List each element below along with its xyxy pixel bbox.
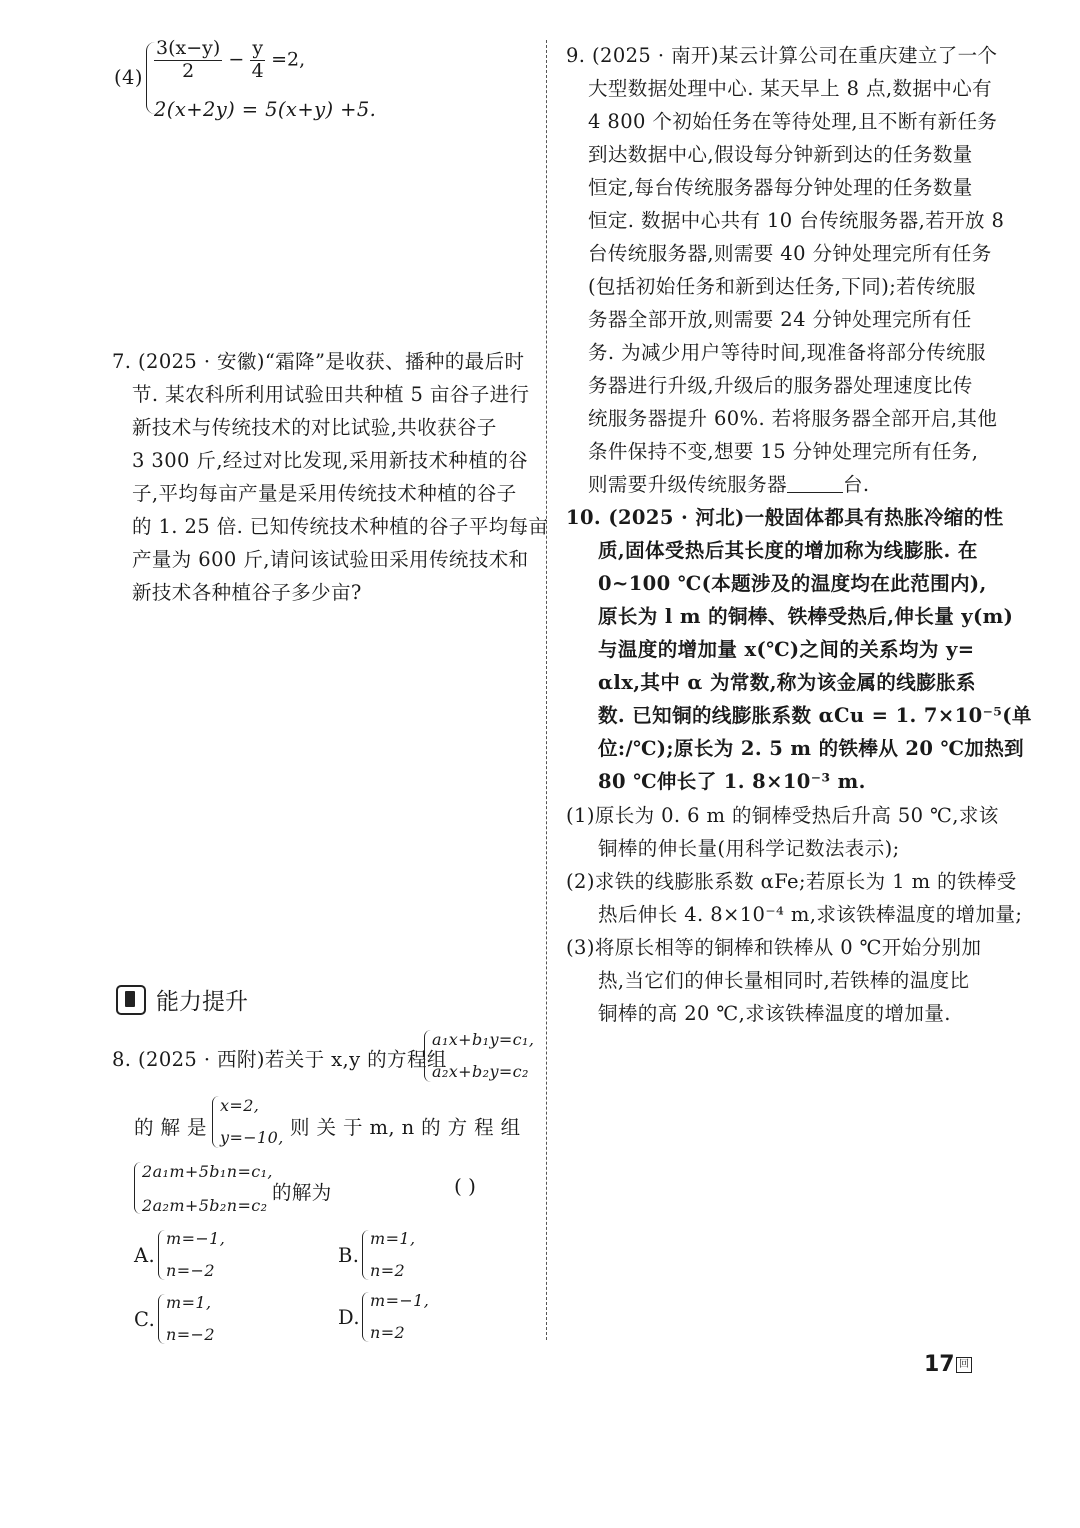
page-number: 17 bbox=[924, 1352, 955, 1377]
option-brace bbox=[158, 1294, 165, 1344]
q8-system1-eq2: a₂x+b₂y=c₂ bbox=[432, 1062, 529, 1081]
q6-equation-1: $\frac{3(x-y)}{2}$ − $\frac{y}{4}$ =2, bbox=[156, 37, 306, 82]
q8-brace-2 bbox=[212, 1096, 219, 1148]
q10-line: 原长为 l m 的铜棒、铁棒受热后,伸长量 y(m) bbox=[598, 605, 1014, 628]
q7-line: 7. (2025 · 安徽)“霜降”是收获、播种的最后时 bbox=[112, 350, 525, 373]
q10-part: 热,当它们的伸长量相同时,若铁棒的温度比 bbox=[598, 969, 970, 992]
q9-line: 台传统服务器,则需要 40 分钟处理完所有任务 bbox=[588, 242, 992, 265]
option-eq1: m=−1, bbox=[166, 1229, 226, 1248]
q8-solution-prefix: 的 解 是 bbox=[134, 1116, 207, 1139]
q10-part: 热后伸长 4. 8×10⁻⁴ m,求该铁棒温度的增加量; bbox=[598, 903, 1023, 926]
option-label: D. bbox=[338, 1306, 360, 1329]
option-brace bbox=[362, 1230, 369, 1280]
q10-line: 0~100 ℃(本题涉及的温度均在此范围内), bbox=[598, 572, 987, 595]
q8-system2-suffix: 的解为 bbox=[272, 1181, 332, 1204]
q7-line: 子,平均每亩产量是采用传统技术种植的谷子 bbox=[132, 482, 517, 505]
q9-line: 恒定,每台传统服务器每分钟处理的任务数量 bbox=[588, 176, 973, 199]
option-label: C. bbox=[134, 1308, 156, 1331]
q9-line: 9. (2025 · 南开)某云计算公司在重庆建立了一个 bbox=[566, 44, 998, 67]
q9-line: 务器进行升级,升级后的服务器处理速度比传 bbox=[588, 374, 973, 397]
q7-line: 产量为 600 斤,请问该试验田采用传统技术和 bbox=[132, 548, 529, 571]
q7-line: 新技术与传统技术的对比试验,共收获谷子 bbox=[132, 416, 497, 439]
q10-line: 位:/℃);原长为 2. 5 m 的铁棒从 20 ℃加热到 bbox=[598, 737, 1025, 760]
q9-line: 条件保持不变,想要 15 分钟处理完所有任务, bbox=[588, 440, 979, 463]
q8-solution-eq1: x=2, bbox=[220, 1096, 260, 1115]
q8-brace-3 bbox=[134, 1162, 141, 1214]
q10-line: 质,固体受热后其长度的增加称为线膨胀. 在 bbox=[598, 539, 978, 562]
q7-line: 3 300 斤,经过对比发现,采用新技术种植的谷 bbox=[132, 449, 529, 472]
q7-line: 的 1. 25 倍. 已知传统技术种植的谷子平均每亩 bbox=[132, 515, 549, 538]
q8-system2-eq2: 2a₂m+5b₂n=c₂ bbox=[142, 1196, 268, 1215]
q10-part: (3)将原长相等的铜棒和铁棒从 0 ℃开始分别加 bbox=[566, 936, 982, 959]
option-eq2: n=−2 bbox=[166, 1261, 215, 1280]
q10-line: 80 ℃伸长了 1. 8×10⁻³ m. bbox=[598, 770, 866, 793]
q10-line: 与温度的增加量 x(℃)之间的关系均为 y= bbox=[598, 638, 975, 661]
q8-system1-eq1: a₁x+b₁y=c₁, bbox=[432, 1030, 535, 1049]
q6-equation-2: 2(x+2y) = 5(x+y) +5. bbox=[154, 98, 377, 121]
q8-answer-paren: ( ) bbox=[454, 1174, 476, 1198]
page-mark-icon: 回 bbox=[956, 1357, 972, 1373]
q6-part4-label: (4) bbox=[114, 66, 143, 89]
q8-system2-eq1: 2a₁m+5b₁n=c₁, bbox=[142, 1162, 273, 1181]
q10-part: (1)原长为 0. 6 m 的铜棒受热后升高 50 ℃,求该 bbox=[566, 804, 999, 827]
section-book-icon bbox=[116, 985, 146, 1015]
answer-blank[interactable] bbox=[787, 474, 843, 493]
option-brace bbox=[362, 1292, 369, 1342]
q10-line: 数. 已知铜的线膨胀系数 αCu = 1. 7×10⁻⁵(单 bbox=[598, 704, 1032, 727]
q9-line: 4 800 个初始任务在等待处理,且不断有新任务 bbox=[588, 110, 998, 133]
option-label: B. bbox=[338, 1244, 360, 1267]
q9-line: 务器全部开放,则需要 24 分钟处理完所有任 bbox=[588, 308, 972, 331]
option-eq2: n=2 bbox=[370, 1323, 406, 1342]
q9-line: 恒定. 数据中心共有 10 台传统服务器,若开放 8 bbox=[588, 209, 1005, 232]
q9-line: 统服务器提升 60%. 若将服务器全部开启,其他 bbox=[588, 407, 998, 430]
column-divider bbox=[546, 40, 547, 1340]
q9-line: (包括初始任务和新到达任务,下同);若传统服 bbox=[588, 275, 976, 298]
q9-line: 大型数据处理中心. 某天早上 8 点,数据中心有 bbox=[588, 77, 992, 100]
q10-line: αlx,其中 α 为常数,称为该金属的线膨胀系 bbox=[598, 671, 976, 694]
option-eq2: n=−2 bbox=[166, 1325, 215, 1344]
q8-brace-1 bbox=[424, 1030, 431, 1082]
option-label: A. bbox=[134, 1244, 156, 1267]
q10-part: (2)求铁的线膨胀系数 αFe;若原长为 1 m 的铁棒受 bbox=[566, 870, 1017, 893]
section-title: 能力提升 bbox=[156, 989, 248, 1015]
q10-part: 铜棒的高 20 ℃,求该铁棒温度的增加量. bbox=[598, 1002, 951, 1025]
q9-line: 务. 为减少用户等待时间,现准备将部分传统服 bbox=[588, 341, 986, 364]
q7-line: 新技术各种植谷子多少亩? bbox=[132, 581, 362, 604]
q10-part: 铜棒的伸长量(用科学记数法表示); bbox=[598, 837, 900, 860]
option-brace bbox=[158, 1230, 165, 1280]
q9-last-line: 则需要升级传统服务器 台. bbox=[588, 473, 870, 496]
option-eq1: m=1, bbox=[166, 1293, 212, 1312]
option-eq1: m=1, bbox=[370, 1229, 416, 1248]
option-eq2: n=2 bbox=[370, 1261, 406, 1280]
q8-intro: 8. (2025 · 西附)若关于 x,y 的方程组 bbox=[112, 1048, 447, 1071]
q10-line: 10. (2025 · 河北)一般固体都具有热胀冷缩的性 bbox=[566, 506, 1004, 529]
q7-line: 节. 某农科所利用试验田共种植 5 亩谷子进行 bbox=[132, 383, 530, 406]
option-eq1: m=−1, bbox=[370, 1291, 430, 1310]
q9-line: 到达数据中心,假设每分钟新到达的任务数量 bbox=[588, 143, 973, 166]
q8-solution-eq2: y=−10, bbox=[220, 1128, 284, 1147]
q8-solution-suffix: 则 关 于 m, n 的 方 程 组 bbox=[290, 1116, 521, 1139]
